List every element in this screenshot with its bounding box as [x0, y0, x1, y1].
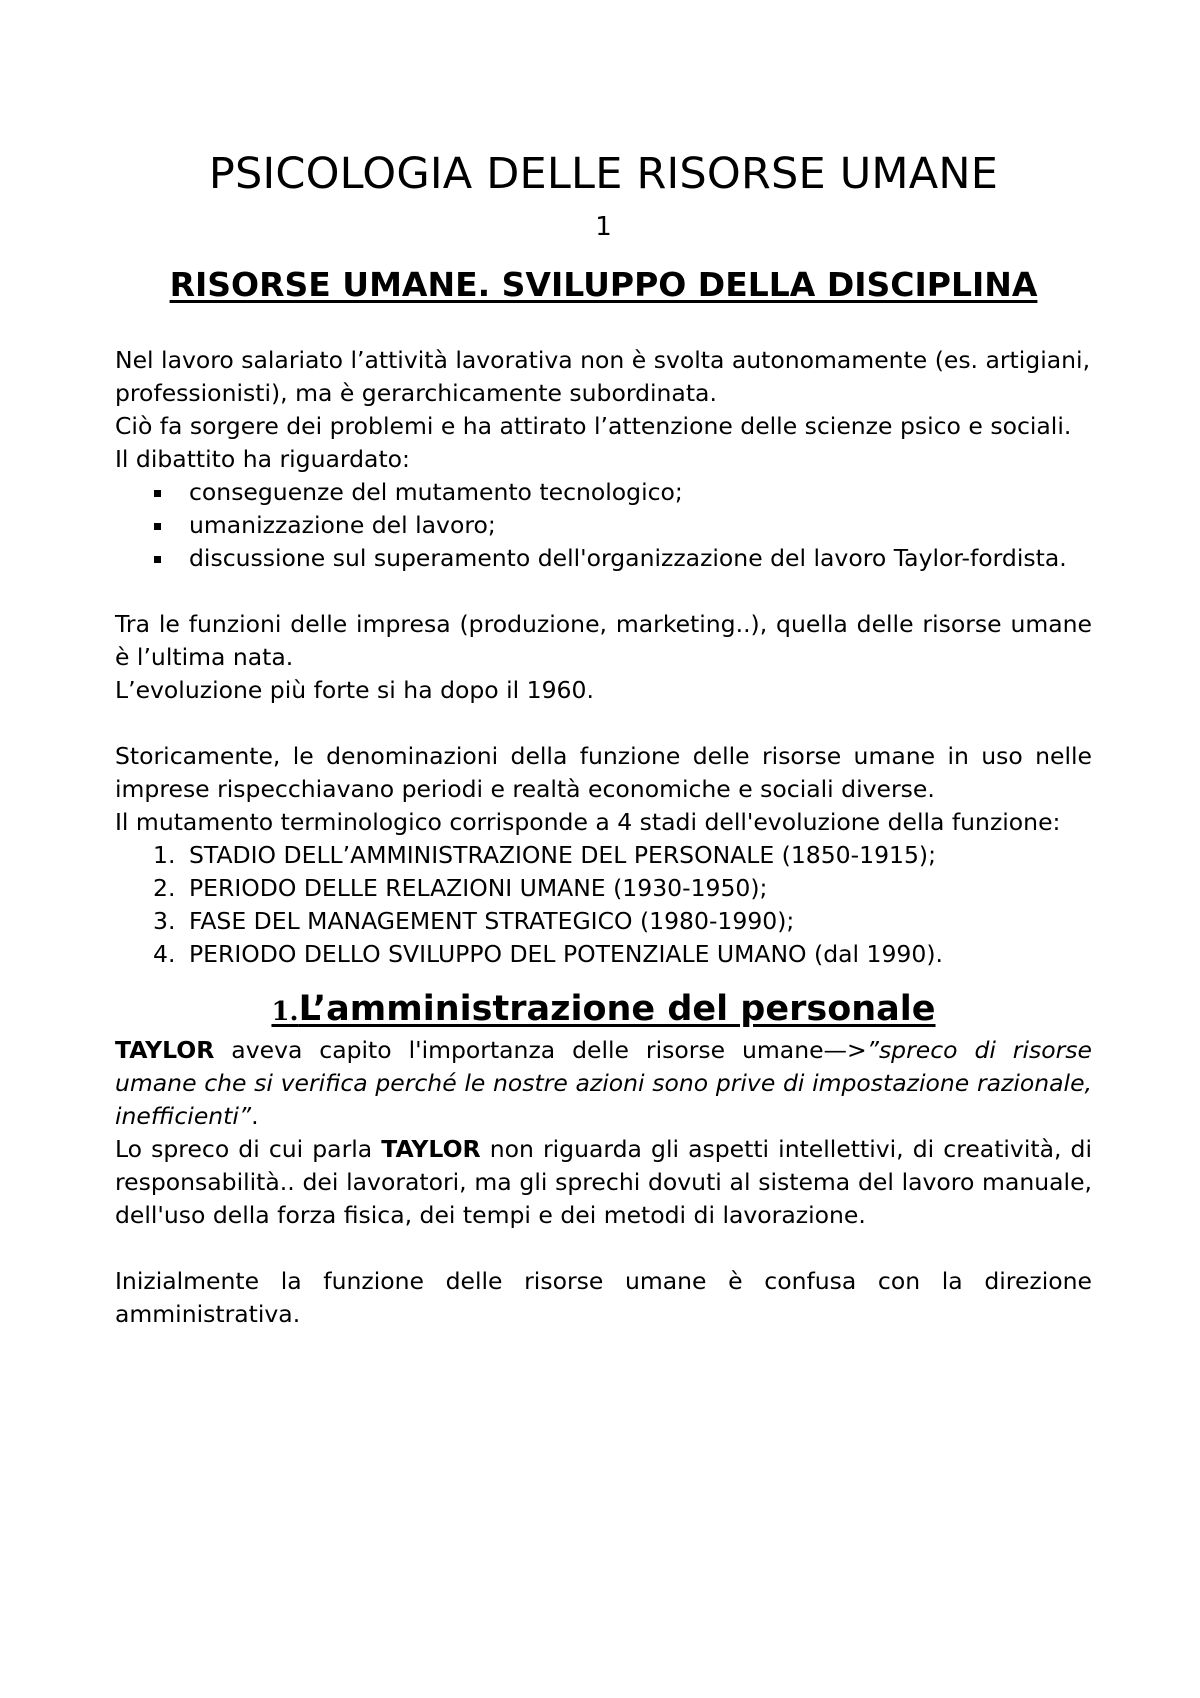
subsection-heading [115, 987, 1092, 1034]
functions-paragraph-2: L’evoluzione più forte si ha dopo il 1960. [115, 676, 594, 704]
taylor-paragraph-1 [115, 1034, 1092, 1133]
stages-list [115, 839, 1092, 971]
list-item [115, 476, 1092, 509]
list-item [115, 839, 1092, 872]
square-bullet-icon [154, 556, 161, 563]
author-name: TAYLOR [115, 1036, 215, 1064]
list-item-number: 1. [153, 841, 176, 869]
list-item [115, 542, 1092, 575]
list-item [115, 905, 1092, 938]
intro-paragraph-1: Nel lavoro salariato l’attività lavorativa non è svolta autonomamente (es. artigiani, professionisti), ma è gerarchicamente subordinata. [115, 346, 1091, 407]
list-item-text: conseguenze del mutamento tecnologico; [189, 478, 683, 506]
section-heading: RISORSE UMANE. SVILUPPO DELLA DISCIPLINA [169, 265, 1038, 304]
paragraph-text: Lo spreco di cui parla [115, 1135, 382, 1163]
document-title: PSICOLOGIA DELLE RISORSE UMANE [208, 149, 999, 199]
list-item-text: FASE DEL MANAGEMENT STRATEGICO (1980-1990); [189, 907, 795, 935]
document-body [115, 344, 1092, 1331]
taylor-paragraph-2 [115, 1133, 1092, 1232]
paragraph-text: non riguarda gli aspetti intellettivi, di creatività, di responsabilità.. dei lavoratori, ma gli sprechi dovuti al sistema del lavoro manuale, dell'uso della forza fisica, dei tempi e dei metodi di lavorazione. [115, 1135, 1092, 1229]
paragraph-end: . [251, 1102, 259, 1130]
functions-paragraph-1: Tra le funzioni delle impresa (produzione, marketing..), quella delle risorse umane è l’ultima nata. [115, 610, 1092, 671]
debate-topics-list [115, 476, 1092, 575]
list-item-text: umanizzazione del lavoro; [189, 511, 496, 539]
list-item-text: discussione sul superamento dell'organizzazione del lavoro Taylor-fordista. [189, 544, 1067, 572]
list-item-text: STADIO DELL’AMMINISTRAZIONE DEL PERSONALE (1850-1915); [189, 841, 937, 869]
taylor-paragraph-3: Inizialmente la funzione delle risorse umane è confusa con la direzione amministrativa. [115, 1267, 1092, 1328]
list-item [115, 872, 1092, 905]
square-bullet-icon [154, 490, 161, 497]
history-paragraph-1: Storicamente, le denominazioni della funzione delle risorse umane in uso nelle imprese rispecchiavano periodi e realtà economiche e sociali diverse. [115, 742, 1092, 803]
list-item-number: 3. [153, 907, 176, 935]
subsection-title: L’amministrazione del personale [298, 989, 936, 1029]
history-paragraph-2: Il mutamento terminologico corrisponde a 4 stadi dell'evoluzione della funzione: [115, 808, 1061, 836]
list-item-number: 4. [153, 940, 176, 968]
list-item-text: PERIODO DELLE RELAZIONI UMANE (1930-1950); [189, 874, 768, 902]
page-number: 1 [595, 212, 612, 242]
intro-paragraph-3: Il dibattito ha riguardato: [115, 445, 410, 473]
taylor-quote: ”spreco di risorse umane che si verifica perché le nostre azioni sono prive di impostazione razionale, inefficienti” [115, 1036, 1092, 1130]
square-bullet-icon [154, 523, 161, 530]
subsection-number: 1. [271, 997, 299, 1027]
paragraph-text: aveva capito l'importanza delle risorse umane—> [214, 1036, 867, 1064]
list-item [115, 509, 1092, 542]
author-name: TAYLOR [381, 1135, 481, 1163]
list-item-text: PERIODO DELLO SVILUPPO DEL POTENZIALE UMANO (dal 1990). [189, 940, 943, 968]
list-item-number: 2. [153, 874, 176, 902]
list-item [115, 938, 1092, 971]
intro-paragraph-2: Ciò fa sorgere dei problemi e ha attirato l’attenzione delle scienze psico e sociali. [115, 412, 1072, 440]
